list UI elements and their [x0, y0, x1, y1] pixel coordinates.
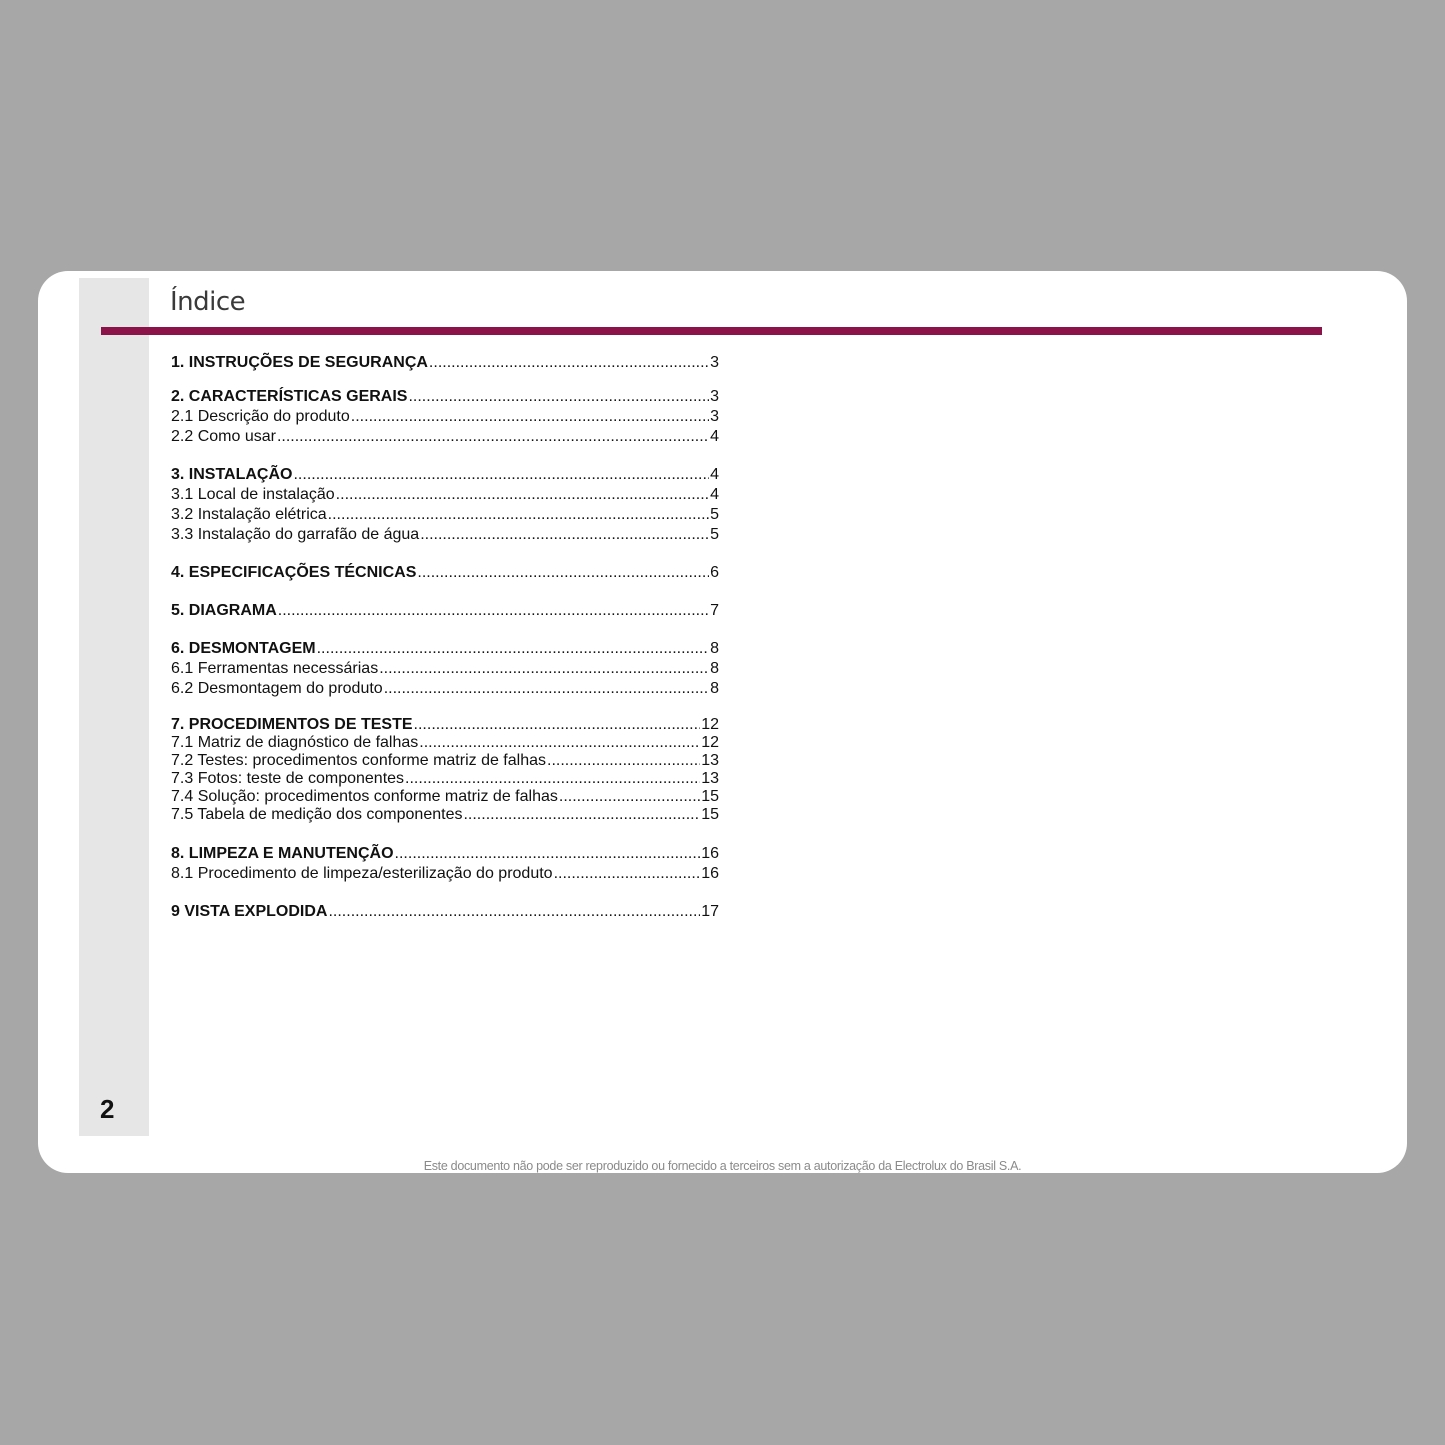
- toc-entry-label: 6.2 Desmontagem do produto: [171, 680, 383, 697]
- toc-leader: [559, 788, 700, 806]
- toc-entry[interactable]: [171, 680, 719, 698]
- page-title: Índice: [170, 287, 246, 317]
- toc-entry[interactable]: [171, 428, 719, 446]
- toc-leader: [384, 680, 709, 698]
- toc-entry-page: 3: [710, 388, 719, 405]
- toc-entry-label: 8.1 Procedimento de limpeza/esterilização do produto: [171, 865, 553, 882]
- toc-entry-page: 13: [701, 770, 719, 787]
- toc-leader: [379, 660, 709, 678]
- toc-entry[interactable]: [171, 486, 719, 504]
- toc-entry-page: 4: [710, 428, 719, 445]
- toc-entry[interactable]: [171, 354, 719, 372]
- toc-leader: [429, 354, 709, 372]
- toc-entry[interactable]: [171, 903, 719, 921]
- toc-leader: [408, 388, 709, 406]
- toc-entry[interactable]: [171, 602, 719, 620]
- toc-leader: [328, 903, 700, 921]
- toc-leader: [463, 806, 700, 824]
- toc-leader: [317, 640, 709, 658]
- toc-entry[interactable]: [171, 716, 719, 734]
- toc-entry-page: 16: [701, 865, 719, 882]
- toc-entry-page: 12: [701, 716, 719, 733]
- toc-leader: [395, 845, 701, 863]
- toc-entry[interactable]: [171, 640, 719, 658]
- toc-entry-label: 7.2 Testes: procedimentos conforme matriz de falhas: [171, 752, 546, 769]
- toc-entry-page: 12: [701, 734, 719, 751]
- toc-leader: [554, 865, 701, 883]
- toc-leader: [414, 716, 701, 734]
- toc-entry[interactable]: [171, 806, 719, 824]
- toc-entry-label: 2. CARACTERÍSTICAS GERAIS: [171, 388, 408, 405]
- toc-leader: [293, 466, 709, 484]
- toc-entry[interactable]: [171, 845, 719, 863]
- toc-leader: [420, 526, 709, 544]
- toc-entry-label: 9 VISTA EXPLODIDA: [171, 903, 328, 920]
- toc-entry[interactable]: [171, 564, 719, 582]
- toc-leader: [417, 564, 709, 582]
- toc-entry[interactable]: [171, 788, 719, 806]
- toc-entry-label: 6. DESMONTAGEM: [171, 640, 316, 657]
- toc-entry-label: 2.1 Descrição do produto: [171, 408, 350, 425]
- toc-entry[interactable]: [171, 526, 719, 544]
- toc-entry-label: 5. DIAGRAMA: [171, 602, 277, 619]
- toc-entry[interactable]: [171, 752, 719, 770]
- toc-entry-page: 5: [710, 506, 719, 523]
- toc-leader: [419, 734, 700, 752]
- side-strip: [79, 278, 149, 1136]
- toc-entry-page: 7: [710, 602, 719, 619]
- toc-leader: [277, 428, 709, 446]
- toc-entry-label: 3.1 Local de instalação: [171, 486, 335, 503]
- toc-entry-page: 15: [701, 788, 719, 805]
- toc-entry-label: 1. INSTRUÇÕES DE SEGURANÇA: [171, 354, 428, 371]
- toc-entry-page: 8: [710, 640, 719, 657]
- toc-entry-label: 3. INSTALAÇÃO: [171, 466, 293, 483]
- toc-entry-label: 7.3 Fotos: teste de componentes: [171, 770, 405, 787]
- toc-entry-page: 8: [710, 660, 719, 677]
- toc-leader: [547, 752, 700, 770]
- toc-leader: [405, 770, 700, 788]
- toc-entry[interactable]: [171, 466, 719, 484]
- toc-entry-page: 15: [701, 806, 719, 823]
- toc-leader: [336, 486, 709, 504]
- toc-entry-label: 6.1 Ferramentas necessárias: [171, 660, 379, 677]
- toc-entry-page: 16: [701, 845, 719, 862]
- page-number: 2: [100, 1094, 115, 1124]
- toc-entry[interactable]: [171, 388, 719, 406]
- toc-entry[interactable]: [171, 734, 719, 752]
- toc-entry[interactable]: [171, 865, 719, 883]
- toc-entry-label: 3.2 Instalação elétrica: [171, 506, 327, 523]
- toc-entry-label: 4. ESPECIFICAÇÕES TÉCNICAS: [171, 564, 417, 581]
- toc-entry[interactable]: [171, 408, 719, 426]
- toc-entry-page: 4: [710, 466, 719, 483]
- toc-entry-page: 13: [701, 752, 719, 769]
- table-of-contents: [171, 354, 719, 921]
- toc-entry[interactable]: [171, 770, 719, 788]
- footer-disclaimer: Este documento não pode ser reproduzido ou fornecido a terceiros sem a autorização da Electrolux do Brasil S.A.: [423, 1159, 1022, 1173]
- toc-entry-page: 6: [710, 564, 719, 581]
- toc-entry-page: 17: [701, 903, 719, 920]
- toc-entry-page: 8: [710, 680, 719, 697]
- toc-entry-page: 3: [710, 408, 719, 425]
- title-divider: [101, 327, 1322, 335]
- toc-entry-page: 4: [710, 486, 719, 503]
- toc-entry-label: 3.3 Instalação do garrafão de água: [171, 526, 420, 543]
- toc-entry-label: 7.1 Matriz de diagnóstico de falhas: [171, 734, 419, 751]
- toc-entry-label: 8. LIMPEZA E MANUTENÇÃO: [171, 845, 394, 862]
- toc-entry-label: 2.2 Como usar: [171, 428, 276, 445]
- toc-leader: [351, 408, 709, 426]
- toc-leader: [278, 602, 709, 620]
- toc-leader: [328, 506, 709, 524]
- toc-entry-page: 5: [710, 526, 719, 543]
- toc-entry[interactable]: [171, 660, 719, 678]
- toc-entry[interactable]: [171, 506, 719, 524]
- toc-entry-label: 7.4 Solução: procedimentos conforme matriz de falhas: [171, 788, 558, 805]
- toc-entry-label: 7.5 Tabela de medição dos componentes: [171, 806, 463, 823]
- toc-entry-label: 7. PROCEDIMENTOS DE TESTE: [171, 716, 413, 733]
- document-page: [38, 271, 1407, 1173]
- toc-entry-page: 3: [710, 354, 719, 371]
